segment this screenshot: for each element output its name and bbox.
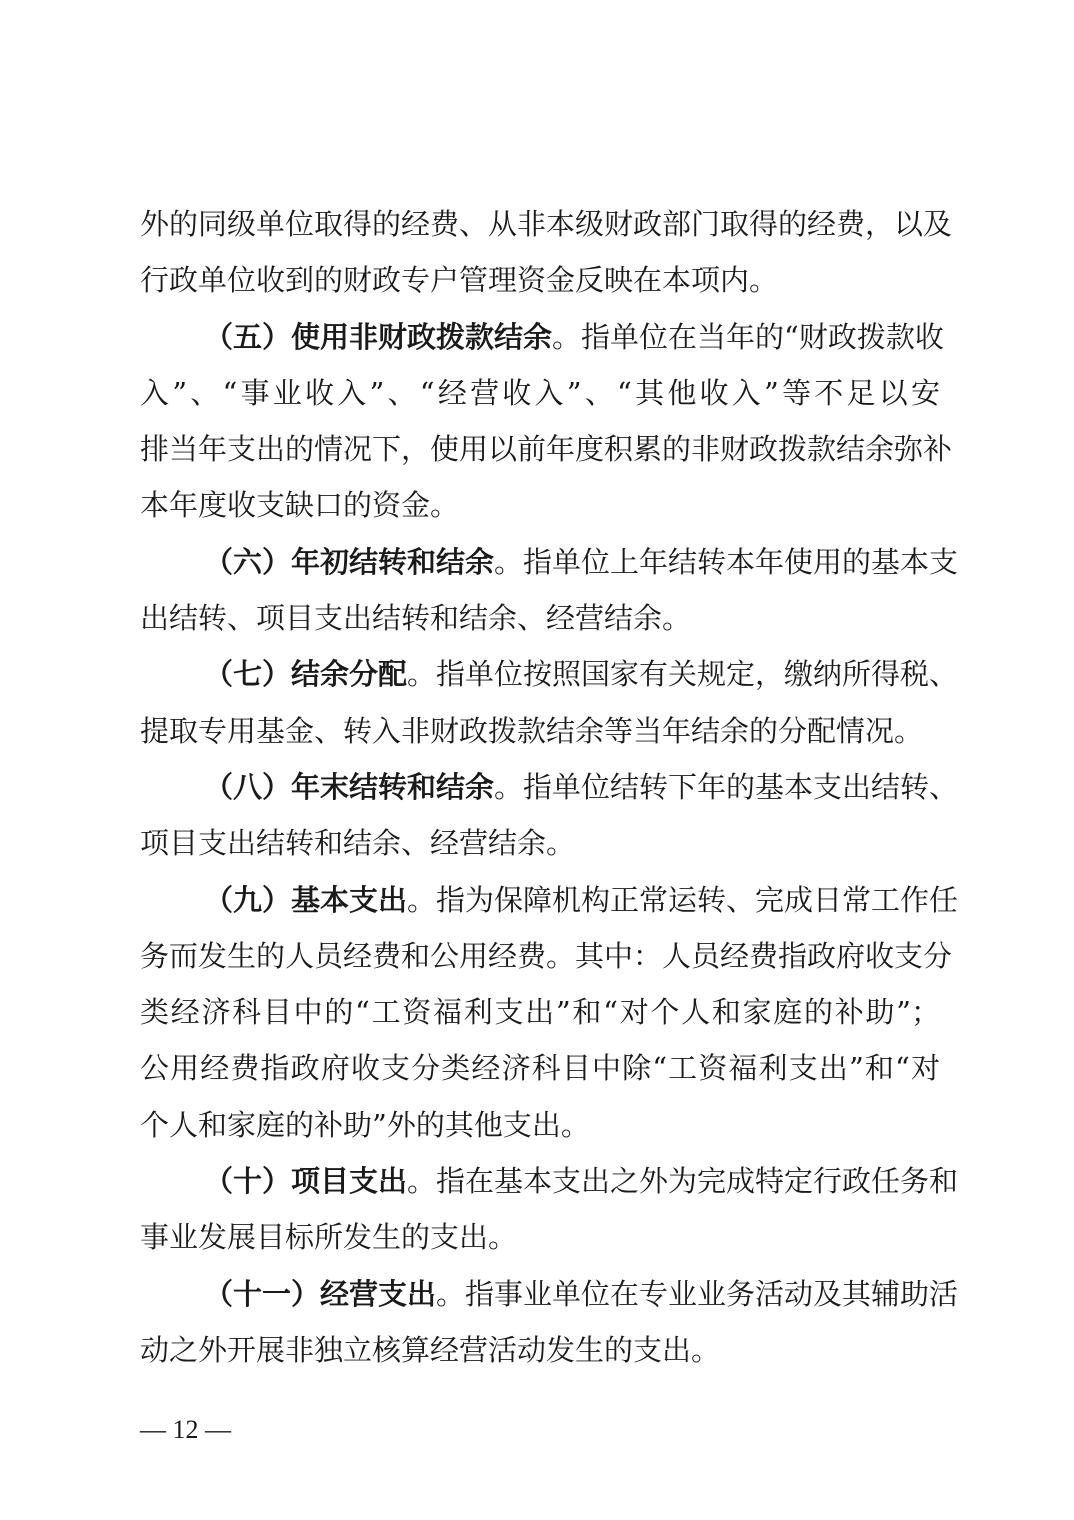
text-line: 动之外开展非独立核算经营活动发生的支出。 [140,1332,721,1367]
text-line: 出结转、项目支出结转和结余、经营结余。 [140,601,692,636]
paragraph [140,646,959,759]
text-line: 事业发展目标所发生的支出。 [140,1220,518,1255]
text-line: 排当年支出的情况下，使用以前年度积累的非财政拨款结余弥补 [140,432,953,467]
paragraph [140,872,959,1153]
paragraph [140,759,959,872]
text-line [140,872,959,928]
text-line: 项目支出结转和结余、经营结余。 [140,826,576,861]
section-heading: （八）年末结转和结余 [204,769,495,804]
section-heading: （十）项目支出 [204,1164,408,1199]
paragraph [140,309,953,534]
section-heading: （九）基本支出 [204,882,408,917]
section-text: 。指为保障机构正常运转、完成日常工作任 [407,882,959,917]
section-heading: （六）年初结转和结余 [204,544,495,579]
section-heading: （十一）经营支出 [204,1276,437,1311]
section-text: 。指事业单位在专业业务活动及其辅助活 [436,1276,959,1311]
text-line [140,759,959,815]
text-line: 公用经费指政府收支分类经济科目中除“工资福利支出”和“对 [140,1051,940,1086]
section-text: 。指单位上年结转本年使用的基本支 [494,544,959,579]
section-heading: （七）结余分配 [204,657,408,692]
text-line: 务而发生的人员经费和公用经费。其中：人员经费指政府收支分 [140,938,953,973]
text-line [140,1153,959,1209]
body-text [140,196,959,1378]
text-line: 提取专用基金、转入非财政拨款结余等当年结余的分配情况。 [140,713,924,748]
text-line: 入”、“事业收入”、“经营收入”、“其他收入”等不足以安 [140,375,940,410]
paragraph [140,1153,959,1266]
section-text: 。指在基本支出之外为完成特定行政任务和 [407,1164,959,1199]
section-text: 。指单位结转下年的基本支出结转、 [494,769,959,804]
text-line [140,534,959,590]
section-text: 。指单位在当年的“财政拨款收 [552,319,944,354]
paragraph [140,534,959,647]
text-line: 个人和家庭的补助”外的其他支出。 [140,1107,590,1142]
section-heading: （五）使用非财政拨款结余 [204,319,553,354]
text-line: 外的同级单位取得的经费、从非本级财政部门取得的经费，以及 [140,207,953,241]
text-line: 类经济科目中的“工资福利支出”和“对个人和家庭的补助”； [140,995,940,1030]
paragraph [140,196,953,309]
text-line [140,646,959,702]
page-number: — 12 — [140,1415,231,1444]
text-line: 行政单位收到的财政专户管理资金反映在本项内。 [140,263,779,298]
paragraph [140,1266,959,1379]
text-line: 本年度收支缺口的资金。 [140,488,460,523]
text-line [140,309,944,365]
section-text: 。指单位按照国家有关规定，缴纳所得税、 [407,657,959,692]
text-line [140,1266,959,1322]
